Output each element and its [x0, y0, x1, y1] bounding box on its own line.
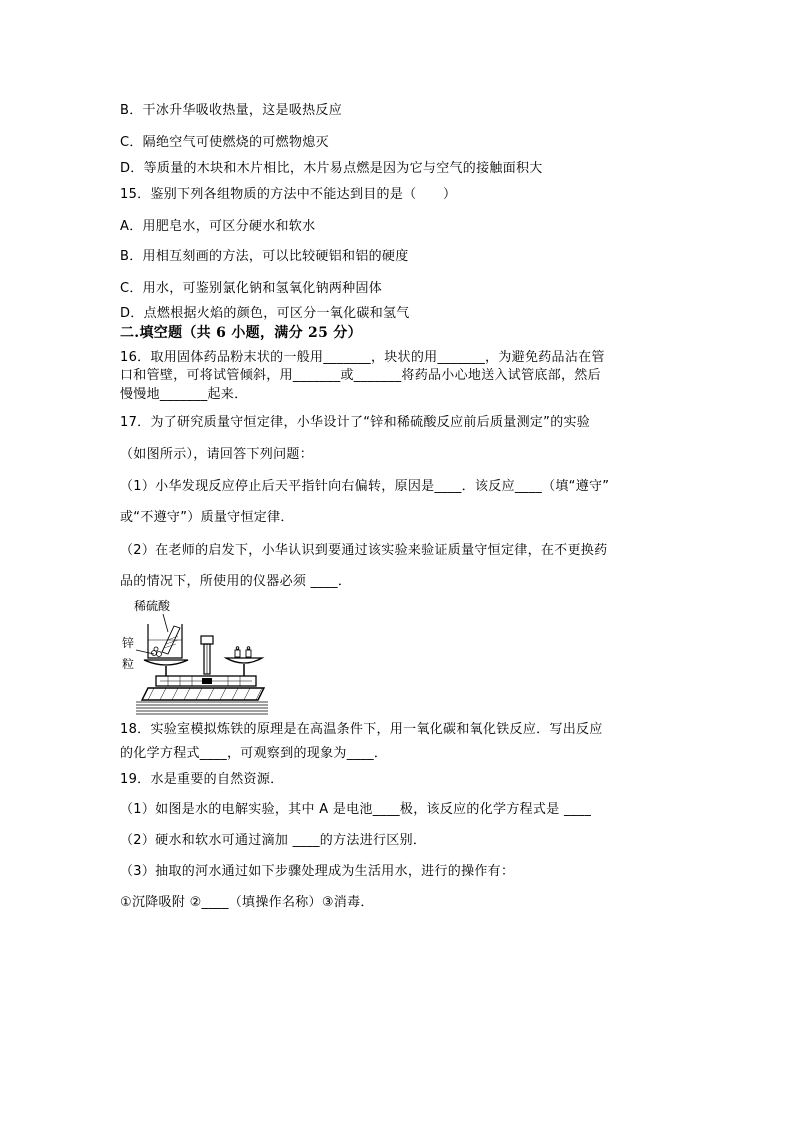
- label-zinc-2: 粒: [122, 657, 135, 671]
- q18-line-1: 18．实验室模拟炼铁的原理是在高温条件下，用一氧化碳和氧化铁反应．写出反应: [120, 722, 603, 737]
- q17-line-1: 17．为了研究质量守恒定律，小华设计了“锌和稀硫酸反应前后质量测定”的实验: [120, 415, 591, 430]
- q19-stem: 19．水是重要的自然资源．: [120, 772, 284, 787]
- q17-part1-line-2: 或“不遵守”）质量守恒定律．: [120, 510, 294, 525]
- q14-option-d: D．等质量的木块和木片相比，木片易点燃是因为它与空气的接触面积大: [120, 161, 543, 176]
- section-title: 二.填空题（共 6 小题，满分 25 分）: [120, 325, 362, 341]
- q19-part-2: （2）硬水和软水可通过滴加 ____的方法进行区别．: [120, 833, 427, 848]
- q14-option-c: C．隔绝空气可使燃烧的可燃物熄灭: [120, 135, 329, 150]
- zinc-granules: [152, 647, 162, 657]
- q19-part-3: （3）抽取的河水通过如下步骤处理成为生活用水，进行的操作有：: [120, 864, 515, 879]
- label-dilute-sulfuric-acid: 稀硫酸: [134, 599, 171, 613]
- q17-part2-line-1: （2）在老师的启发下，小华认识到要通过该实验来验证质量守恒定律，在不更换药: [120, 543, 608, 558]
- q19-part-1: （1）如图是水的电解实验，其中 A 是电池____极，该反应的化学方程式是 ____: [120, 802, 592, 817]
- q16-line-2: 口和管壁，可将试管倾斜，用_______或_______将药品小心地送入试管底部，然后: [120, 368, 601, 383]
- q16-line-3: 慢慢地_______起来．: [120, 387, 248, 402]
- q17-part1-line-1: （1）小华发现反应停止后天平指针向右偏转，原因是____．该反应____（填“遵守”: [120, 479, 610, 494]
- balance-base: [142, 688, 264, 700]
- balance-center-post: [201, 636, 213, 674]
- q16-line-1: 16．取用固体药品粉末状的一般用_______，块状的用_______，为避免药品沾在管: [120, 350, 605, 365]
- q15-option-a: A．用肥皂水，可区分硬水和软水: [120, 219, 316, 234]
- table-surface: [136, 702, 268, 714]
- q15-option-d: D．点燃根据火焰的颜色，可区分一氧化碳和氢气: [120, 306, 410, 321]
- q15-option-b: B．用相互刻画的方法，可以比较硬铝和铝的硬度: [120, 249, 409, 264]
- q17-part2-line-2: 品的情况下，所使用的仪器必须 ____．: [120, 574, 352, 589]
- beaker: [148, 624, 182, 658]
- q15-stem: 15．鉴别下列各组物质的方法中不能达到目的是（ ）: [120, 187, 457, 202]
- q19-part-4: ①沉降吸附 ②____（填操作名称）③消毒．: [120, 895, 374, 910]
- q15-option-c: C．用水，可鉴别氯化钠和氢氧化钠两种固体: [120, 281, 383, 296]
- balance-beam: [156, 676, 256, 686]
- weights: [235, 647, 251, 657]
- balance-experiment-figure: [118, 596, 268, 718]
- q17-line-2: （如图所示），请回答下列问题：: [120, 447, 314, 462]
- label-zinc-1: 锌: [122, 636, 135, 650]
- q14-option-b: B．干冰升华吸收热量，这是吸热反应: [120, 103, 343, 118]
- q18-line-2: 的化学方程式____，可观察到的现象为____．: [120, 746, 388, 761]
